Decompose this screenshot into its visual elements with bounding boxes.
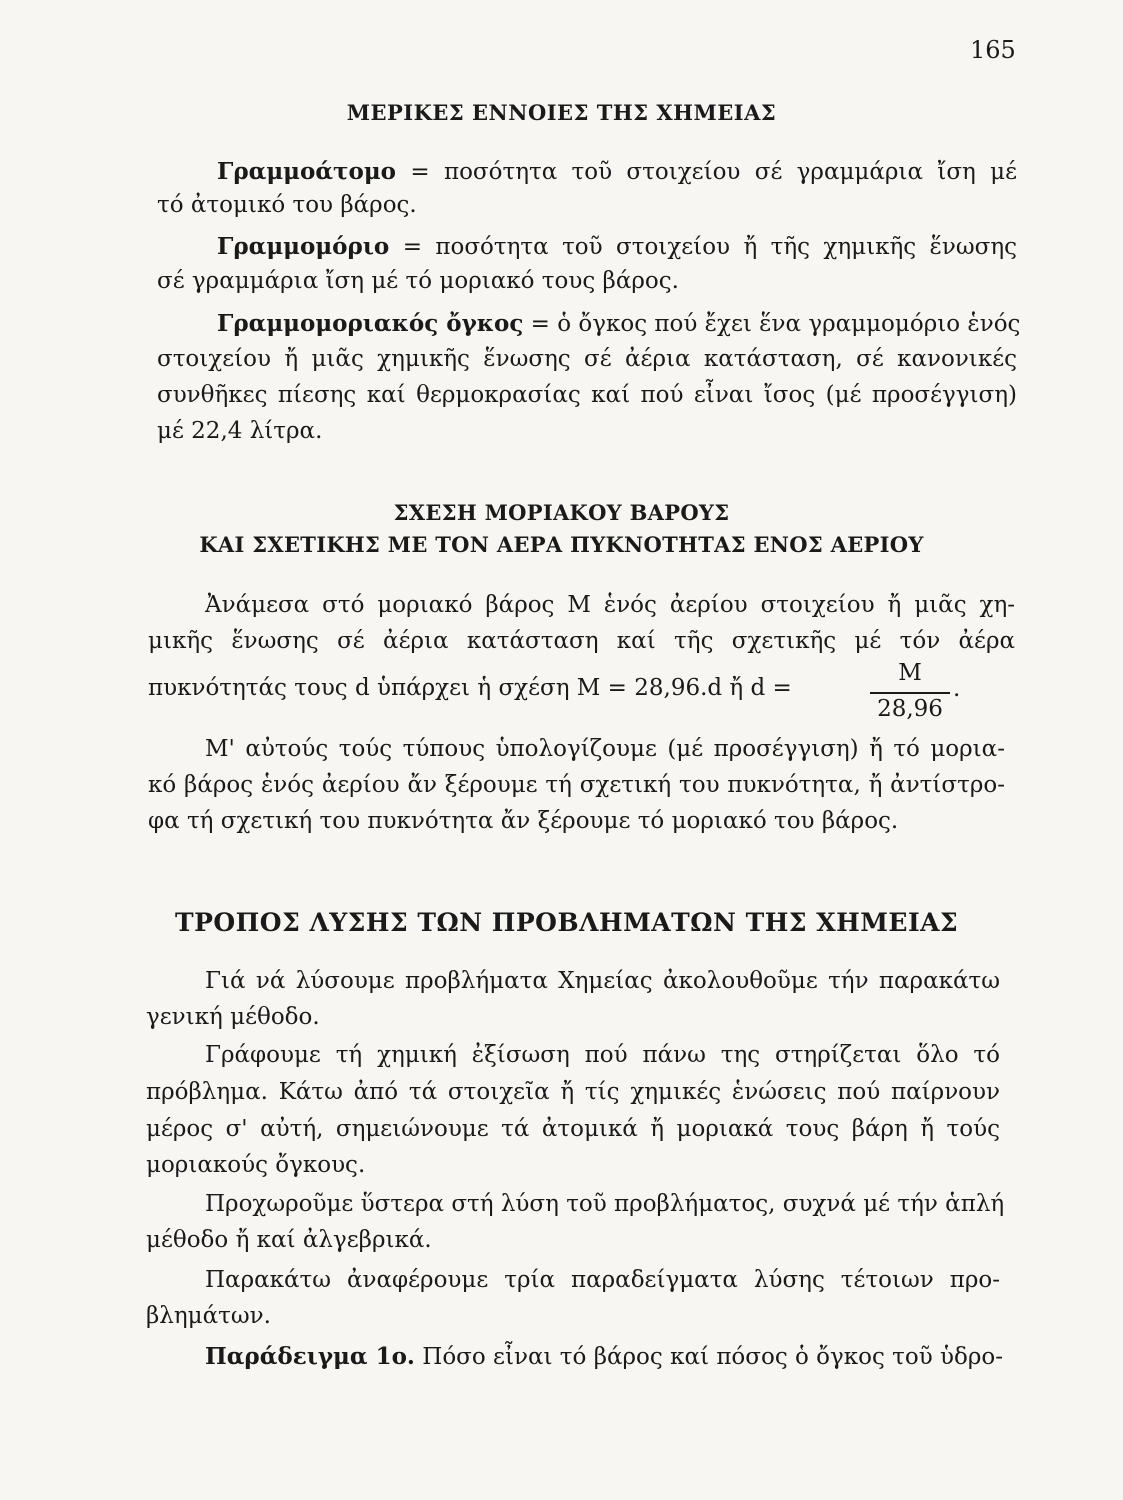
section-subtitle-density: ΚΑΙ ΣΧΕΤΙΚΗΣ ΜΕ ΤΟΝ ΑΕΡΑ ΠΥΚΝΟΤΗΤΑΣ ΕΝΟΣ ΑΕΡΙΟΥ — [199, 532, 924, 557]
fraction-period: . — [953, 676, 961, 702]
paragraph-text: Παρακάτω ἀναφέρουμε τρία παραδείγματα λύσης τέτοιων προ- — [205, 1267, 1000, 1293]
paragraph-text: Γιά νά λύσουμε προβλήματα Χημείας ἀκολουθοῦμε τήν παρακάτω — [205, 968, 1000, 994]
definition-text: = ποσότητα τοῦ στοιχείου σέ γραμμάρια ἴση μέ — [410, 159, 1017, 185]
definition-text: στοιχείου ἤ μιᾶς χημικῆς ἕνωσης σέ ἀέρια κατάσταση, σέ κανονικές — [157, 346, 1017, 372]
term-molar-volume: Γραμμομοριακός ὄγκος — [217, 310, 524, 337]
paragraph-text: μέρος σ' αὐτή, σημειώνουμε τά ἀτομικά ἤ μοριακά τους βάρη ἤ τούς — [146, 1116, 1000, 1142]
paragraph-text: Ἀνάμεσα στό μοριακό βάρος Μ ἑνός ἀερίου στοιχείου ἤ μιᾶς χη- — [205, 592, 1015, 618]
example-1 — [205, 1343, 1004, 1370]
fraction-numerator: M — [898, 660, 922, 686]
paragraph-text: κό βάρος ἑνός ἀερίου ἄν ξέρουμε τή σχετική του πυκνότητα, ἤ ἀντίστρο- — [148, 772, 1005, 798]
definition-molar-volume — [217, 310, 1021, 337]
page-number: 165 — [970, 36, 1016, 64]
paragraph-text: Γράφουμε τή χημική ἐξίσωση πού πάνω της στηρίζεται ὅλο τό — [205, 1042, 1000, 1068]
definition-text: μέ 22,4 λίτρα. — [157, 418, 323, 444]
section-title-concepts: ΜΕΡΙΚΕΣ ΕΝΝΟΙΕΣ ΤΗΣ ΧΗΜΕΙΑΣ — [346, 100, 777, 125]
term-gram-atom: Γραμμοάτομο — [217, 158, 397, 185]
definition-text: τό ἀτομικό του βάρος. — [157, 192, 417, 218]
section-title-molecular-weight: ΣΧΕΣΗ ΜΟΡΙΑΚΟΥ ΒΑΡΟΥΣ — [393, 500, 730, 525]
term-gram-molecule: Γραμμομόριο — [217, 233, 390, 260]
definition-gram-molecule — [217, 233, 1017, 260]
paragraph-text: μοριακούς ὄγκους. — [146, 1152, 366, 1178]
fraction-bar — [870, 692, 950, 694]
paragraph-text: βλημάτων. — [146, 1303, 271, 1329]
section-title-solving-method: ΤΡΟΠΟΣ ΛΥΣΗΣ ΤΩΝ ΠΡΟΒΛΗΜΑΤΩΝ ΤΗΣ ΧΗΜΕΙΑΣ — [175, 908, 959, 937]
paragraph-text: Προχωροῦμε ὕστερα στή λύση τοῦ προβλήματος, συχνά μέ τήν ἁπλή — [205, 1191, 1005, 1217]
paragraph-text: μικῆς ἕνωσης σέ ἀέρια κατάσταση καί τῆς σχετικῆς μέ τόν ἀέρα — [148, 628, 1015, 654]
definition-text: = ὁ ὄγκος πού ἔχει ἕνα γραμμομόριο ἑνός — [530, 311, 1021, 337]
example-label: Παράδειγμα 1ο. — [205, 1343, 415, 1370]
example-text: Πόσο εἶναι τό βάρος καί πόσος ὁ ὄγκος τοῦ ὑδρο- — [422, 1344, 1004, 1370]
paragraph-text: μέθοδο ἤ καί ἀλγεβρικά. — [146, 1227, 432, 1253]
paragraph-text: φα τή σχετική του πυκνότητα ἄν ξέρουμε τό μοριακό του βάρος. — [148, 808, 899, 834]
definition-text: συνθῆκες πίεσης καί θερμοκρασίας καί πού εἶναι ἴσος (μέ προσέγγιση) — [157, 382, 1017, 408]
definition-text: σέ γραμμάρια ἴση μέ τό μοριακό τους βάρος. — [157, 268, 679, 294]
definition-gram-atom — [217, 158, 1017, 185]
definition-text: = ποσότητα τοῦ στοιχείου ἤ τῆς χημικῆς ἕνωσης — [402, 234, 1017, 260]
fraction-denominator: 28,96 — [877, 696, 943, 722]
paragraph-text: γενική μέθοδο. — [146, 1004, 320, 1030]
paragraph-text: πυκνότητάς τους d ὑπάρχει ἡ σχέση Μ = 28,96.d ἤ d = — [148, 675, 792, 701]
paragraph-text: πρόβλημα. Κάτω ἀπό τά στοιχεῖα ἤ τίς χημικές ἑνώσεις πού παίρνουν — [146, 1079, 1000, 1105]
paragraph-text: Μ' αὐτούς τούς τύπους ὑπολογίζουμε (μέ προσέγγιση) ἤ τό μορια- — [205, 736, 1005, 762]
